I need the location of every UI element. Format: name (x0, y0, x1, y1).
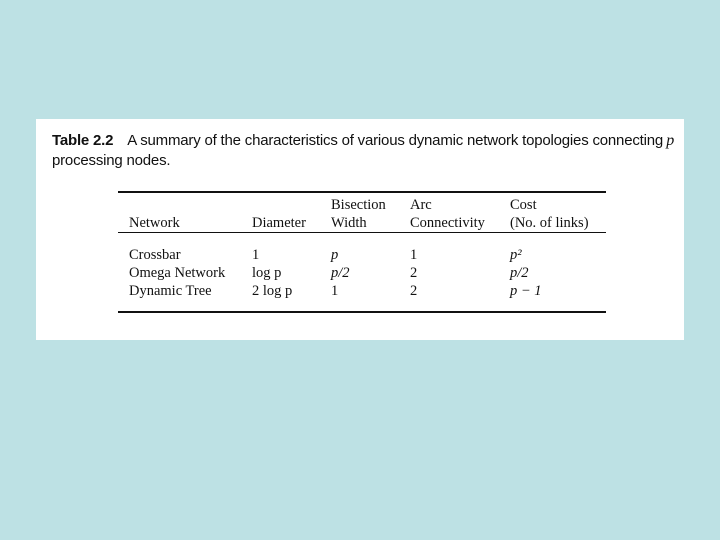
table-figure (36, 119, 684, 340)
table-cell: 2 log p (252, 283, 293, 299)
header-arc-top: Arc (410, 197, 432, 213)
table-cell: 1 (410, 247, 418, 263)
table-cell: p² (510, 247, 522, 263)
table-header-rule (118, 232, 606, 233)
caption-variable: p (666, 132, 674, 149)
header-bisection-bottom: Width (331, 215, 367, 231)
header-diameter: Diameter (252, 215, 306, 231)
table-caption (52, 131, 676, 171)
header-network: Network (129, 215, 180, 231)
table-cell: p/2 (510, 265, 529, 281)
table-cell: 2 (410, 283, 418, 299)
table-bottom-rule (118, 311, 606, 313)
table-cell: 1 (331, 283, 339, 299)
table-cell: Dynamic Tree (129, 283, 212, 299)
table-cell: Omega Network (129, 265, 226, 281)
table-cell: p − 1 (510, 283, 542, 299)
caption-label: Table 2.2 (52, 132, 114, 149)
table-cell: 1 (252, 247, 260, 263)
caption-line1: A summary of the characteristics of various dynamic network topologies connecting (127, 132, 664, 149)
header-cost-top: Cost (510, 197, 537, 213)
table-top-rule (118, 191, 606, 193)
table-cell: p/2 (331, 265, 350, 281)
header-bisection-top: Bisection (331, 197, 386, 213)
table-cell: p (331, 247, 339, 263)
table-cell: Crossbar (129, 247, 181, 263)
header-arc-bottom: Connectivity (410, 215, 485, 231)
table-cell: log p (252, 265, 282, 281)
table-cell: 2 (410, 265, 418, 281)
caption-line2: processing nodes. (52, 152, 171, 169)
header-cost-bottom: (No. of links) (510, 215, 589, 231)
